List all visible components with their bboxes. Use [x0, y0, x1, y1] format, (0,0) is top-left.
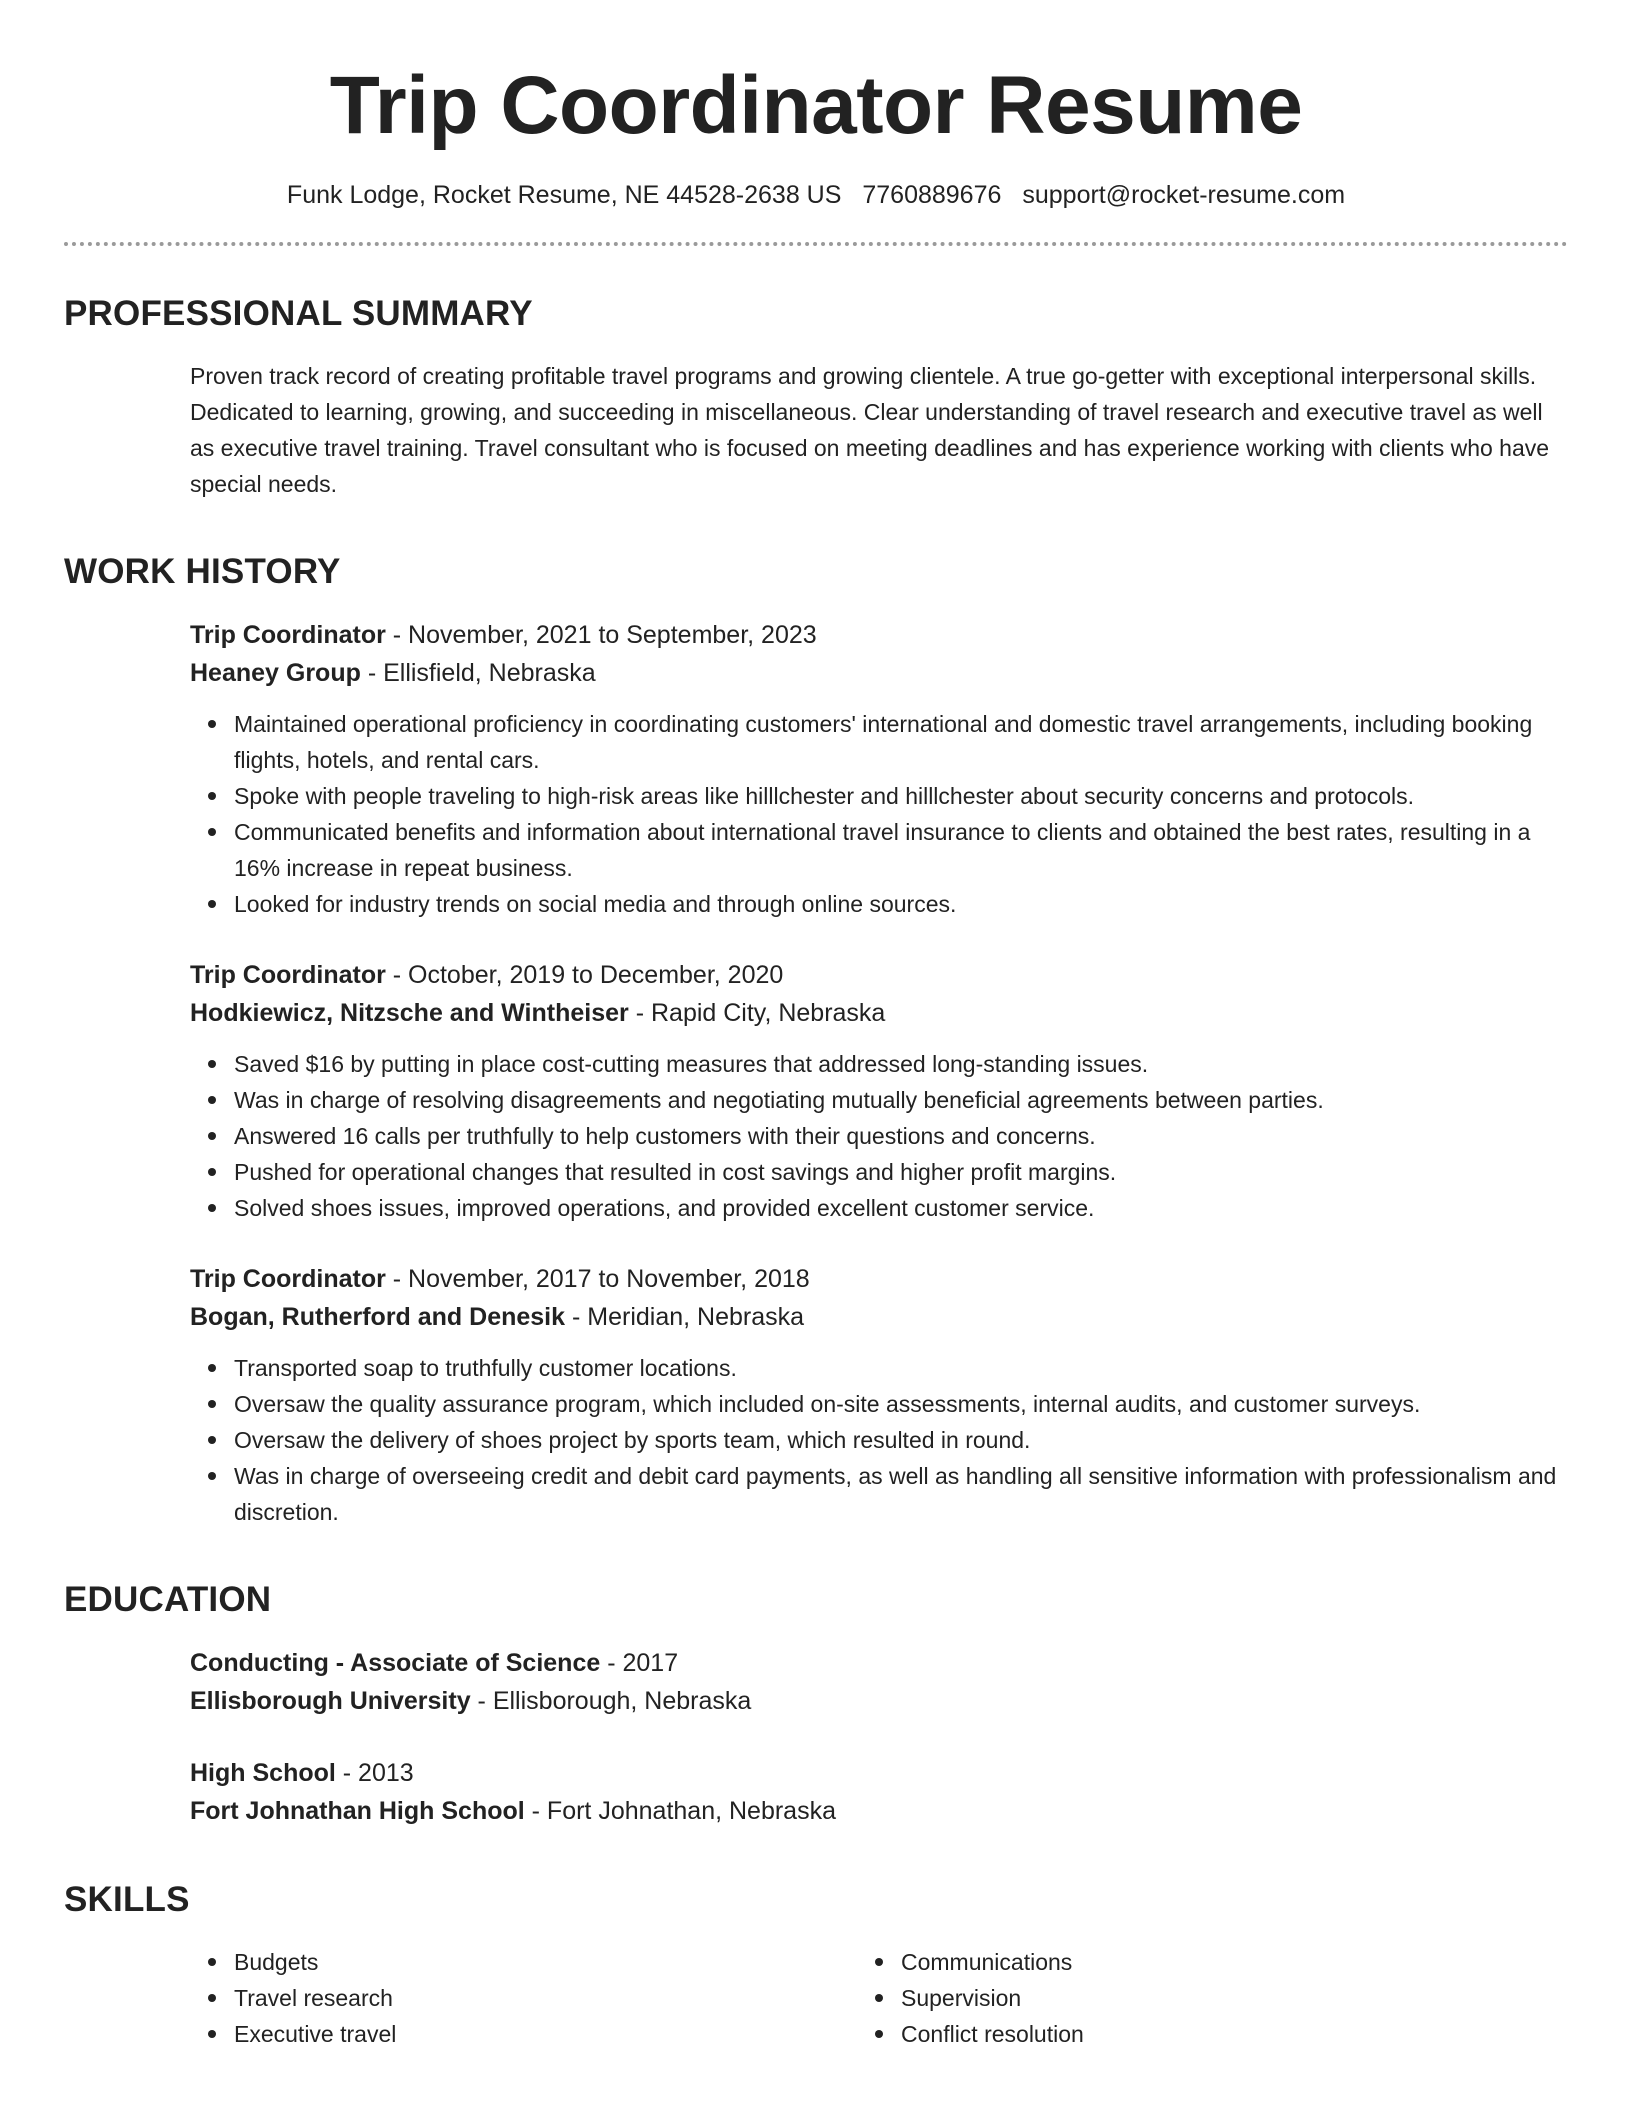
job-bullets [190, 1046, 1568, 1226]
job-bullet: Maintained operational proficiency in coordinating customers' international and domestic travel arrangements, including booking flights, hotels, and rental cars. [234, 706, 1568, 778]
work-history-list [64, 616, 1568, 1530]
education-year: - 2017 [600, 1649, 679, 1677]
education-school: Fort Johnathan High School [190, 1797, 525, 1825]
education-list [64, 1644, 1568, 1830]
contact-phone: 7760889676 [862, 181, 1002, 209]
education-location: - Ellisborough, Nebraska [470, 1687, 752, 1715]
job-bullets [190, 1350, 1568, 1530]
skill-item: Conflict resolution [901, 2016, 1568, 2052]
job-entry [190, 1260, 1568, 1530]
education-degree-line [190, 1644, 1568, 1682]
job-bullet: Oversaw the delivery of shoes project by sports team, which resulted in round. [234, 1422, 1568, 1458]
skill-item: Budgets [234, 1944, 901, 1980]
job-company-line [190, 994, 1568, 1032]
job-bullet: Solved shoes issues, improved operations, and provided excellent customer service. [234, 1190, 1568, 1226]
job-bullet: Communicated benefits and information about international travel insurance to clients and obtained the best rates, resulting in a 16% increase in repeat business. [234, 814, 1568, 886]
job-bullet: Transported soap to truthfully customer locations. [234, 1350, 1568, 1386]
job-title-line [190, 616, 1568, 654]
job-bullet: Was in charge of resolving disagreements and negotiating mutually beneficial agreements between parties. [234, 1082, 1568, 1118]
job-company: Hodkiewicz, Nitzsche and Wintheiser [190, 999, 629, 1027]
section-title-work-history: WORK HISTORY [64, 552, 341, 591]
job-bullet: Spoke with people traveling to high-risk areas like hilllchester and hilllchester about security concerns and protocols. [234, 778, 1568, 814]
education-location: - Fort Johnathan, Nebraska [524, 1797, 836, 1825]
page-title: Trip Coordinator Resume [329, 60, 1303, 151]
job-location: - Rapid City, Nebraska [628, 999, 886, 1027]
education-year: - 2013 [335, 1759, 414, 1787]
job-company: Bogan, Rutherford and Denesik [190, 1303, 566, 1331]
section-title-summary: PROFESSIONAL SUMMARY [64, 294, 533, 333]
job-bullets [190, 706, 1568, 922]
job-entry [190, 956, 1568, 1226]
education-degree-line [190, 1754, 1568, 1792]
section-title-education: EDUCATION [64, 1580, 272, 1619]
job-dates: - November, 2021 to September, 2023 [385, 621, 817, 649]
skill-item: Supervision [901, 1980, 1568, 2016]
skill-item: Communications [901, 1944, 1568, 1980]
job-entry [190, 616, 1568, 922]
job-bullet: Answered 16 calls per truthfully to help customers with their questions and concerns. [234, 1118, 1568, 1154]
job-company-line [190, 1298, 1568, 1336]
contact-email: support@rocket-resume.com [1022, 181, 1346, 209]
job-title-line [190, 1260, 1568, 1298]
education-degree: Conducting - Associate of Science [190, 1649, 601, 1677]
job-title: Trip Coordinator [190, 621, 386, 649]
job-title: Trip Coordinator [190, 1265, 386, 1293]
job-company-line [190, 654, 1568, 692]
summary-text: Proven track record of creating profitable travel programs and growing clientele. A true go-getter with exceptional interpersonal skills. Dedicated to learning, growing, and succeeding in miscellaneous. Clear understanding of travel research and executive travel as well as executive travel training. Travel consultant who is focused on meeting deadlines and has experience working with clients who have special needs. [190, 363, 1550, 497]
education-school-line [190, 1792, 1568, 1830]
job-bullet: Was in charge of overseeing credit and debit card payments, as well as handling all sensitive information with professionalism and discretion. [234, 1458, 1568, 1530]
job-dates: - October, 2019 to December, 2020 [385, 961, 784, 989]
education-school: Ellisborough University [190, 1687, 471, 1715]
job-title: Trip Coordinator [190, 961, 386, 989]
job-bullet: Pushed for operational changes that resulted in cost savings and higher profit margins. [234, 1154, 1568, 1190]
job-dates: - November, 2017 to November, 2018 [385, 1265, 810, 1293]
education-entry [190, 1644, 1568, 1720]
header-divider [64, 242, 1568, 246]
job-bullet: Oversaw the quality assurance program, which included on-site assessments, internal audits, and customer surveys. [234, 1386, 1568, 1422]
education-degree: High School [190, 1759, 336, 1787]
skills-list [64, 1944, 1568, 2052]
job-location: - Meridian, Nebraska [565, 1303, 805, 1331]
education-entry [190, 1754, 1568, 1830]
skill-item: Executive travel [234, 2016, 901, 2052]
skills-column-right [901, 1944, 1568, 2052]
job-bullet: Saved $16 by putting in place cost-cutting measures that addressed long-standing issues. [234, 1046, 1568, 1082]
job-bullet: Looked for industry trends on social media and through online sources. [234, 886, 1568, 922]
job-title-line [190, 956, 1568, 994]
job-company: Heaney Group [190, 659, 361, 687]
contact-address: Funk Lodge, Rocket Resume, NE 44528-2638 US [286, 181, 842, 209]
skills-column-left [234, 1944, 901, 2052]
section-title-skills: SKILLS [64, 1880, 190, 1919]
skill-item: Travel research [234, 1980, 901, 2016]
education-school-line [190, 1682, 1568, 1720]
job-location: - Ellisfield, Nebraska [360, 659, 596, 687]
contact-line [64, 178, 1568, 212]
